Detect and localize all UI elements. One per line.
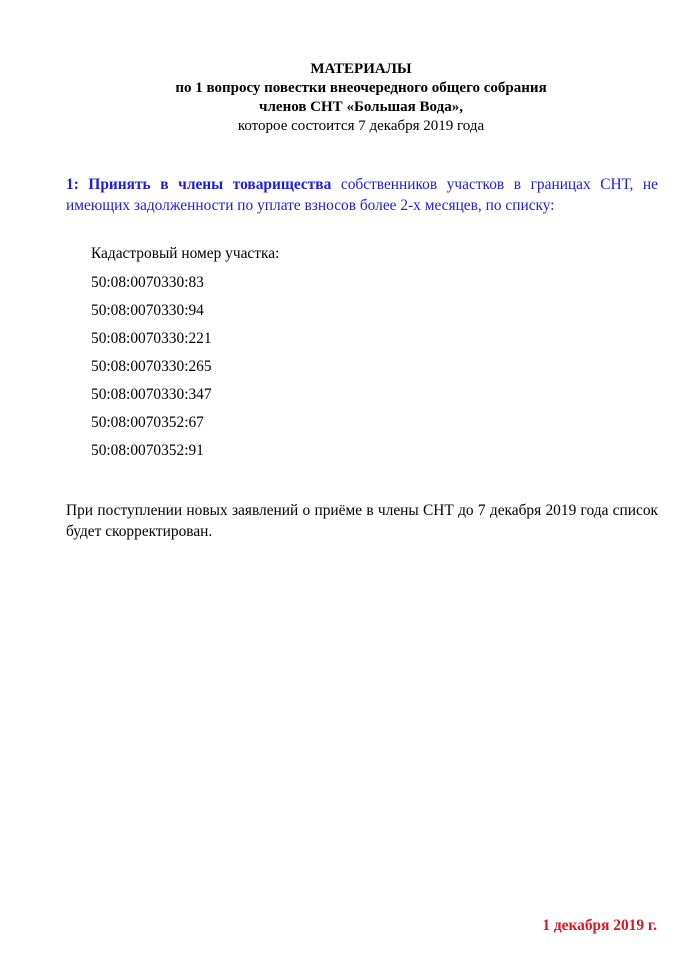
parcel-number: 50:08:0070330:94	[91, 302, 204, 319]
document-title: МАТЕРИАЛЫ	[310, 61, 412, 77]
parcel-number: 50:08:0070352:67	[91, 414, 204, 431]
parcel-list-title: Кадастровый номер участка:	[91, 245, 280, 262]
parcel-number: 50:08:0070352:91	[91, 442, 204, 459]
agenda-item-text: собственников участков в границах СНТ, не имеющих задолженности по уплате взносов более 2-х месяцев, по списку:	[66, 176, 659, 214]
parcel-number: 50:08:0070330:221	[91, 330, 212, 347]
document-subtitle-line-3: которое состоится 7 декабря 2019 года	[237, 118, 485, 134]
document-date: 1 декабря 2019 г.	[542, 917, 657, 934]
parcel-number: 50:08:0070330:265	[91, 358, 212, 375]
document-subtitle-line-1: по 1 вопросу повестки внеочередного общего собрания	[175, 80, 547, 96]
agenda-item-lead: 1: Принять в члены товарищества	[66, 176, 332, 193]
correction-note: При поступлении новых заявлений о приёме в члены СНТ до 7 декабря 2019 года список будет скорректирован.	[66, 502, 658, 540]
parcel-number: 50:08:0070330:347	[91, 386, 212, 403]
parcel-number: 50:08:0070330:83	[91, 274, 204, 291]
document-header	[0, 60, 690, 136]
agenda-item-1	[66, 174, 658, 216]
document-subtitle-line-2: членов СНТ «Большая Вода»,	[259, 99, 463, 115]
parcel-list	[91, 273, 212, 469]
